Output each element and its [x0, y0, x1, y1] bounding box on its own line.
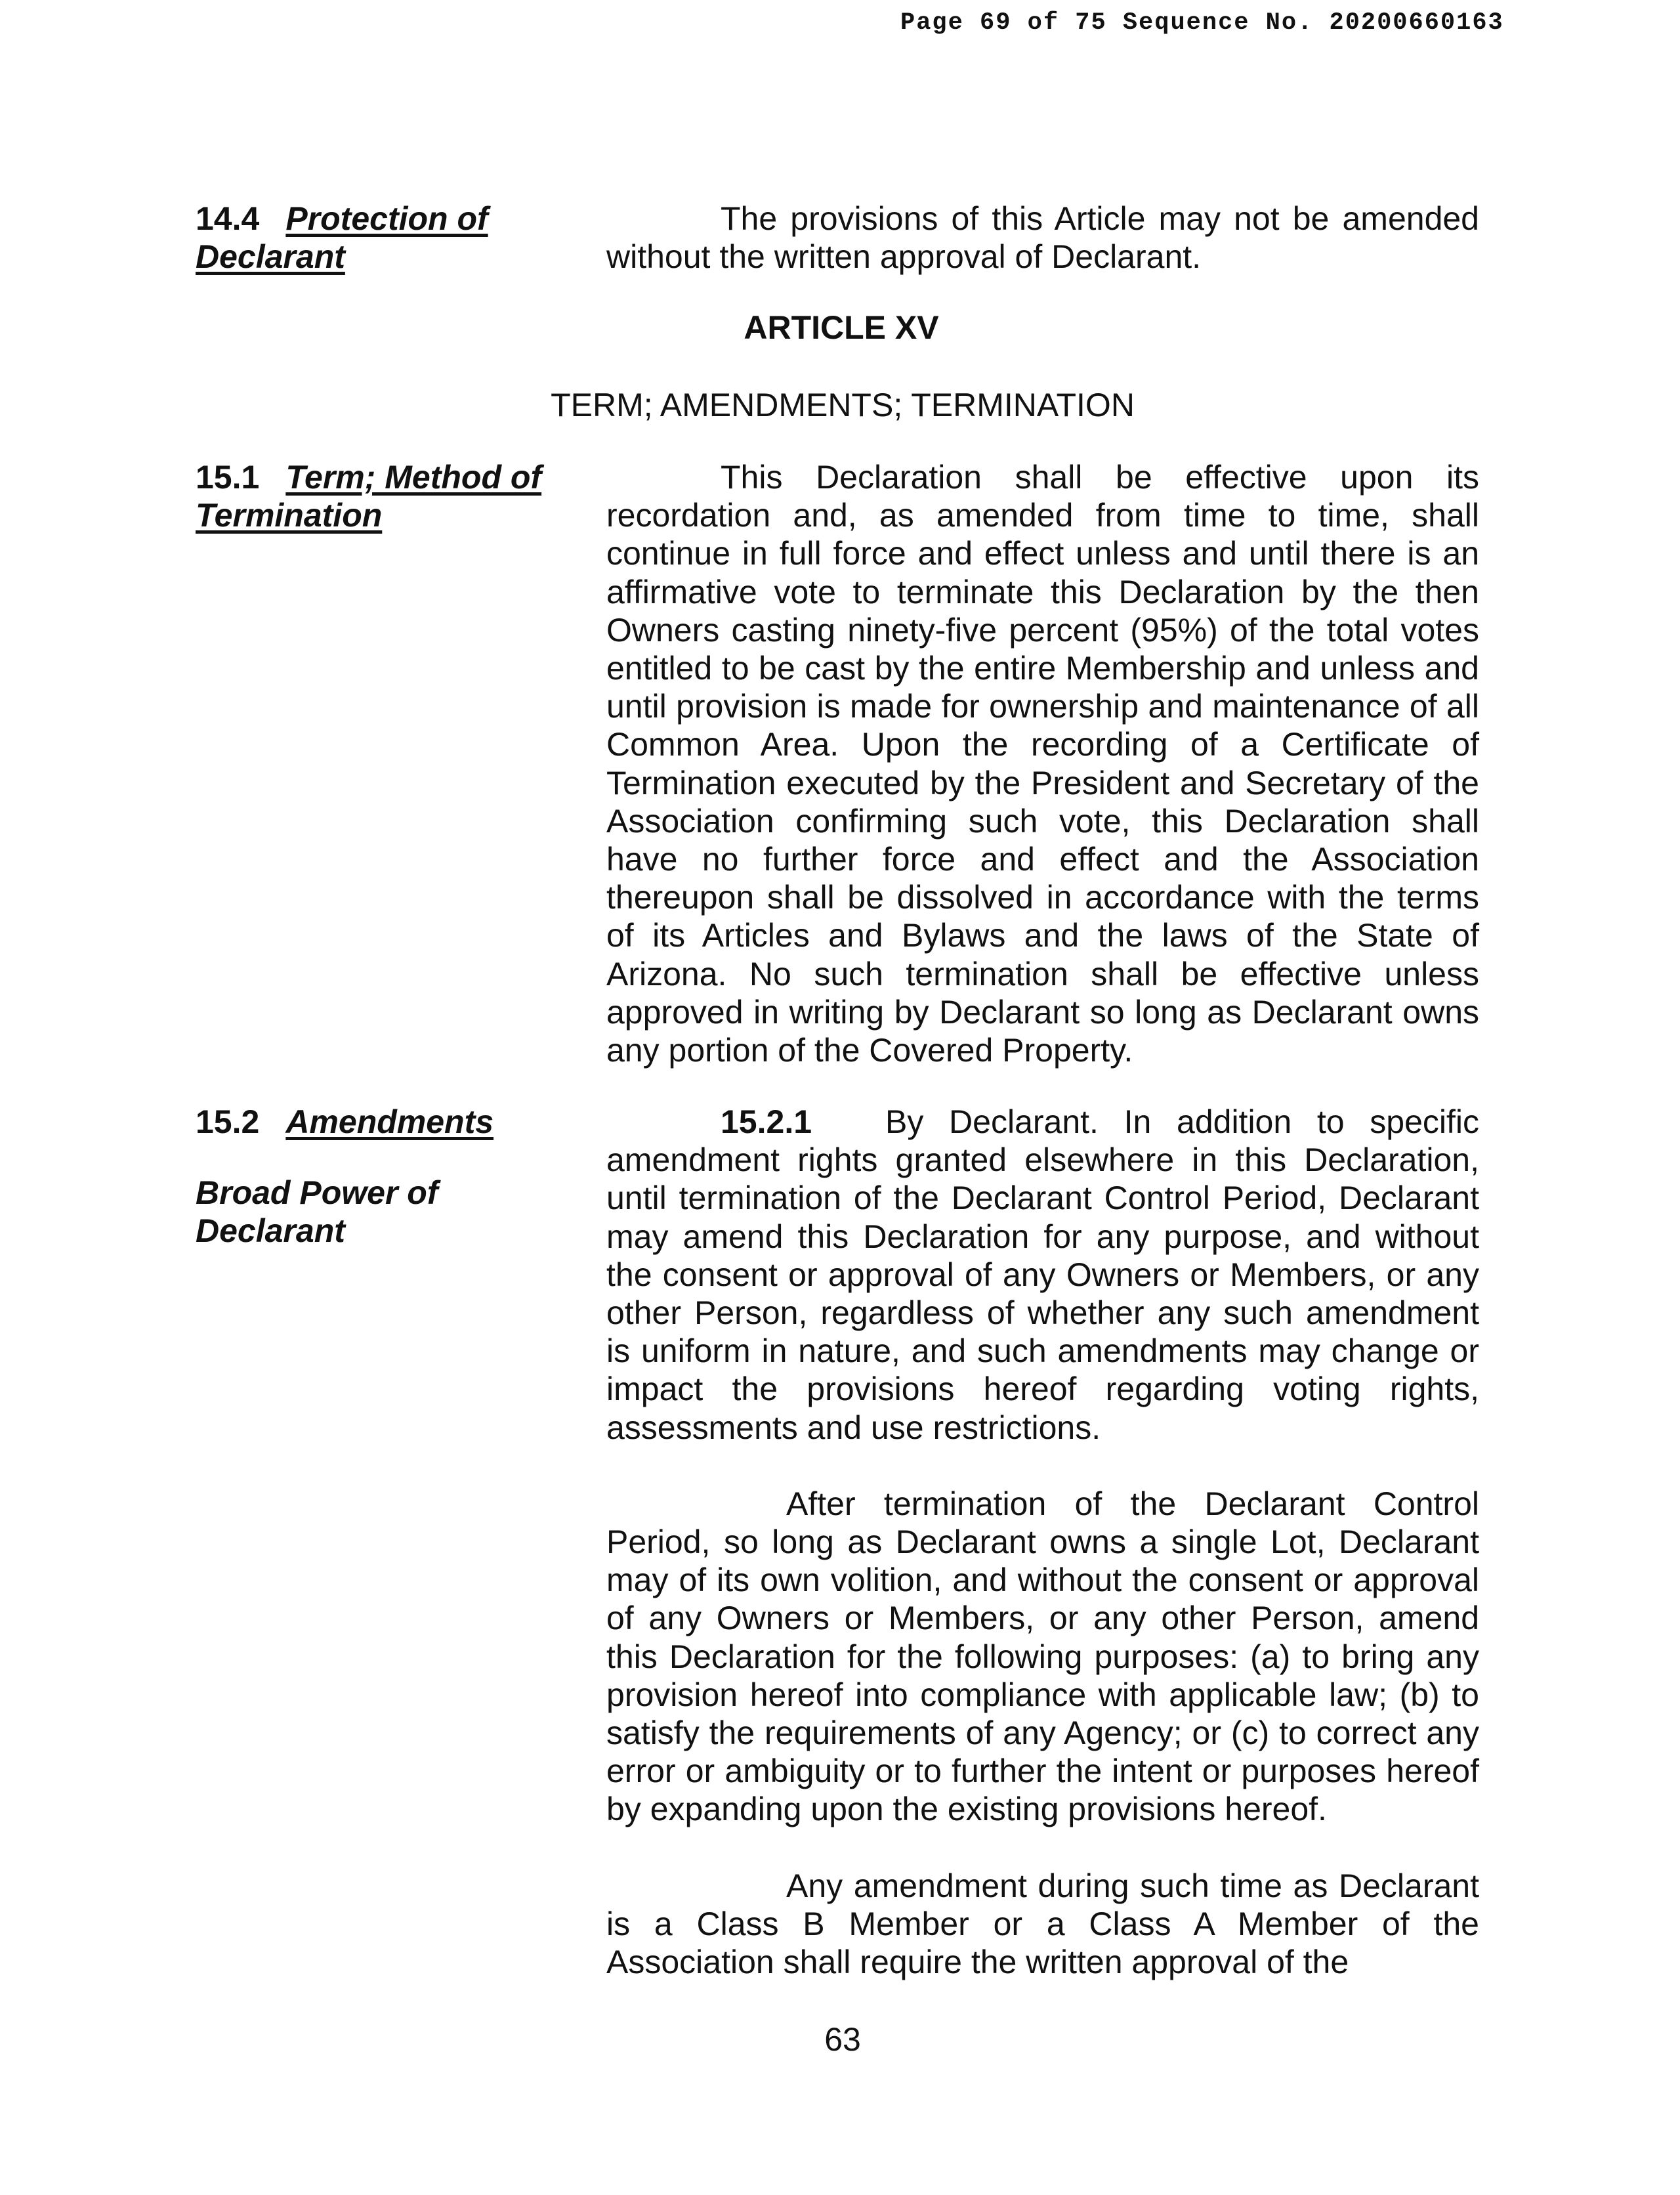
paragraph: Any amendment during such time as Declarant is a Class B Member or a Class A Member of the Association shall require the written approval of the: [606, 1867, 1479, 1981]
paragraph-text: By Declarant. In addition to specific amendment rights granted elsewhere in this Declaration, until termination of the Declarant Control Period, Declarant may amend this Declaration for any purpose, and without the consent or approval of any Owners or Members, or any other Person, regardless of whether any such amendment is uniform in nature, and such amendments may change or impact the provisions hereof regarding voting rights, assessments and use restrictions.: [606, 1103, 1479, 1446]
section-14-4-heading: [196, 200, 576, 276]
subheading-line: Broad Power of: [196, 1174, 438, 1211]
section-number: 15.1: [196, 459, 260, 496]
paragraph: This Declaration shall be effective upon its recordation and, as amended from time to time, shall continue in full force and effect unless and until there is an affirmative vote to terminate this Declaration by the then Owners casting ninety-five percent (95%) of the total votes entitled to be cast by the entire Membership and unless and until provision is made for ownership and maintenance of all Common Area. Upon the recording of a Certificate of Termination executed by the President and Secretary of the Association confirming such vote, this Declaration shall have no further force and effect and the Association thereupon shall be dissolved in accordance with the terms of its Articles and Bylaws and the laws of the State of Arizona. No such termination shall be effective unless approved in writing by Declarant so long as Declarant owns any portion of the Covered Property.: [606, 459, 1479, 1069]
section-15-1-body: [606, 458, 1479, 1069]
section-title: Protection of: [285, 200, 488, 237]
section-15-2-body: [606, 1103, 1479, 1981]
paragraph: The provisions of this Article may not be amended without the written approval of Declarant.: [606, 200, 1479, 276]
section-number: 15.2: [196, 1103, 260, 1140]
section-number: 14.4: [196, 200, 260, 237]
paragraph-15-2-1: [606, 1103, 1479, 1447]
section-15-2-subheading: [196, 1174, 576, 1250]
article-subtitle: TERM; AMENDMENTS; TERMINATION: [551, 387, 1135, 423]
section-14-4-body: [606, 200, 1479, 276]
subsection-number: 15.2.1: [721, 1103, 812, 1140]
page-header: Page 69 of 75 Sequence No. 20200660163: [900, 9, 1504, 37]
section-15-1-heading: [196, 458, 576, 534]
subheading-line-cont: Declarant: [196, 1212, 345, 1249]
section-15-2-heading: [196, 1103, 576, 1141]
section-title-cont: Declarant: [196, 238, 345, 275]
section-title-cont: Termination: [196, 497, 383, 534]
paragraph: After termination of the Declarant Control Period, so long as Declarant owns a single Lot, Declarant may of its own volition, and without the consent or approval of any Owners or Members, or any other Person, amend this Declaration for the following purposes: (a) to bring any provision hereof into compliance with applicable law; (b) to satisfy the requirements of any Agency; or (c) to correct any error or ambiguity or to further the intent or purposes hereof by expanding upon the existing provisions hereof.: [606, 1485, 1479, 1828]
section-title: Amendments: [285, 1103, 494, 1140]
article-title: ARTICLE XV: [744, 309, 939, 346]
page-number: 63: [824, 2021, 861, 2058]
section-title: Term; Method of: [285, 459, 542, 496]
